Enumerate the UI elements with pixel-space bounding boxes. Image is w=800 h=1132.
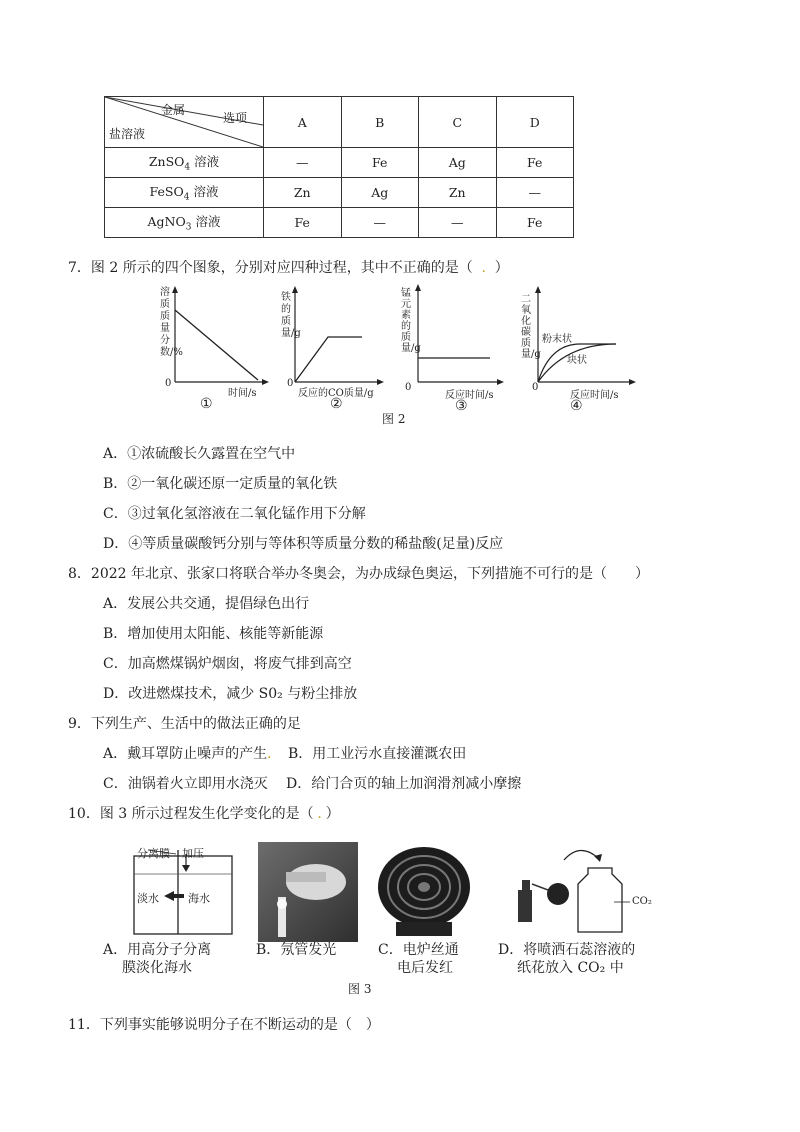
- electric-stove-image: [370, 842, 478, 942]
- transfer-arrow: [564, 850, 598, 860]
- graph-1-number: ①: [200, 396, 213, 412]
- q7-option-b: B．②一氧化碳还原一定质量的氧化铁: [103, 476, 338, 492]
- q7-option-a: A．①浓硫酸长久露置在空气中: [103, 446, 296, 462]
- row-solution: FeSO$_4$ 溶液: [105, 178, 264, 208]
- flow-arrow: [164, 891, 174, 901]
- graph-1-origin: 0: [165, 378, 172, 389]
- q10-stem: 10．图 3 所示过程发生化学变化的是（ . ）: [68, 806, 340, 822]
- q8-option-d: D．改进燃煤技术，减少 S0₂ 与粉尘排放: [103, 686, 358, 702]
- q7-option-d: D．④等质量碳酸钙分别与等体积等质量分数的稀盐酸(足量)反应: [103, 536, 504, 552]
- graph-3-number: ③: [455, 398, 468, 414]
- graph-4-curve1-label: 粉末状: [542, 334, 572, 345]
- q9-option-a: A．戴耳罩防止噪声的产生．: [103, 746, 282, 762]
- table-row: [105, 148, 574, 178]
- row-solution: ZnSO$_4$ 溶液: [105, 148, 264, 178]
- q7-stem: 7．图 2 所示的四个图象，分别对应四种过程，其中不正确的是（ . ）: [68, 260, 509, 276]
- spray-can: [518, 890, 532, 922]
- sea-water-label: 海水: [188, 892, 210, 905]
- graph-2-ylabel: 铁的质量/g: [281, 292, 301, 339]
- panel-a-caption: A．用高分子分离 膜淡化海水: [103, 942, 212, 976]
- q9-option-c: C．油锅着火立即用水浇灭: [103, 776, 268, 792]
- bottle-co2-label: CO₂: [632, 896, 652, 907]
- fresh-water-label: 淡水: [137, 892, 159, 905]
- table-cell: Ag: [419, 148, 497, 178]
- panel-c-caption: C．电炉丝通 电后发红: [378, 942, 459, 976]
- graph-1-xlabel: 时间/s: [228, 388, 257, 399]
- table-cell: Zn: [419, 178, 497, 208]
- table-cell: Ag: [341, 178, 419, 208]
- table-cell: —: [419, 208, 497, 238]
- graph-1-ylabel: 溶质质量分数/%: [160, 287, 183, 358]
- table-corner-cell: [105, 97, 264, 148]
- graph-1-curve: [175, 310, 258, 380]
- graph-4-ylabel: 二氧化碳质量/g: [521, 294, 541, 360]
- gas-bottle: [578, 868, 622, 932]
- q9-stem: 9．下列生产、生活中的做法正确的足: [68, 716, 301, 732]
- table-cell: Fe: [341, 148, 419, 178]
- graph-4-number: ④: [570, 398, 583, 414]
- col-header-a: A: [264, 97, 342, 148]
- q8-option-a: A．发展公共交通，提倡绿色出行: [103, 596, 310, 612]
- table-cell: Fe: [496, 148, 574, 178]
- q7-option-c: C．③过氧化氢溶液在二氧化锰作用下分解: [103, 506, 366, 522]
- graph-2-origin: 0: [287, 378, 294, 389]
- table-cell: —: [264, 148, 342, 178]
- table-cell: —: [341, 208, 419, 238]
- q11-stem: 11．下列事实能够说明分子在不断运动的是（ ）: [68, 1017, 380, 1033]
- graph-4-curve2-label: 块状: [567, 355, 587, 366]
- graph-2-xlabel: 反应的CO质量/g: [298, 388, 374, 399]
- graph-4-origin: 0: [532, 382, 539, 393]
- table-cell: Fe: [264, 208, 342, 238]
- q8-option-b: B．增加使用太阳能、核能等新能源: [103, 626, 324, 642]
- col-header-d: D: [496, 97, 574, 148]
- membrane-label: 分离膜: [137, 847, 170, 860]
- corner-option-label: 选项: [223, 111, 248, 125]
- table-cell: Zn: [264, 178, 342, 208]
- table-cell: Fe: [496, 208, 574, 238]
- col-header-b: B: [341, 97, 419, 148]
- graph-2-curve: [295, 337, 362, 382]
- col-header-c: C: [419, 97, 497, 148]
- figure-2-caption: 图 2: [382, 412, 406, 426]
- corner-metal-label: 金属: [161, 103, 186, 117]
- table-cell: —: [496, 178, 574, 208]
- q8-option-c: C．加高燃煤锅炉烟囱，将废气排到高空: [103, 656, 352, 672]
- row-solution: AgNO$_3$ 溶液: [105, 208, 264, 238]
- hand-holding-tube-image: [258, 842, 358, 942]
- paper-flower: [547, 883, 569, 905]
- metal-salt-table: [104, 96, 574, 238]
- pressure-label: 加压: [182, 847, 204, 860]
- graph-2-number: ②: [330, 396, 343, 412]
- panel-b-caption: B．氖管发光: [256, 942, 337, 958]
- graph-4-xlabel: 反应时间/s: [570, 390, 619, 401]
- neon-tube-photo: [258, 842, 358, 942]
- graph-2-axes: [292, 286, 384, 385]
- graph-3-ylabel: 锰元素的质量/g: [401, 288, 421, 354]
- graph-3-xlabel: 反应时间/s: [445, 390, 494, 401]
- table-row: [105, 178, 574, 208]
- graph-3-origin: 0: [405, 382, 412, 393]
- graph-3-axes: [415, 284, 504, 385]
- q9-option-b: B．用工业污水直接灌溉农田: [288, 746, 467, 762]
- spray-bottle-diagram: [510, 840, 660, 940]
- corner-salt-label: 盐溶液: [109, 127, 146, 141]
- q9-option-d: D．给门合页的轴上加润滑剂减小摩擦: [286, 776, 522, 792]
- q8-stem: 8．2022 年北京、张家口将联合举办冬奥会，为办成绿色奥运，下列措施不可行的是（ ）: [68, 566, 649, 582]
- table-row: [105, 208, 574, 238]
- figure-3-caption: 图 3: [348, 982, 372, 996]
- graph-1-axes: [172, 286, 269, 385]
- panel-d-caption: D．将喷洒石蕊溶液的 纸花放入 CO₂ 中: [498, 942, 636, 976]
